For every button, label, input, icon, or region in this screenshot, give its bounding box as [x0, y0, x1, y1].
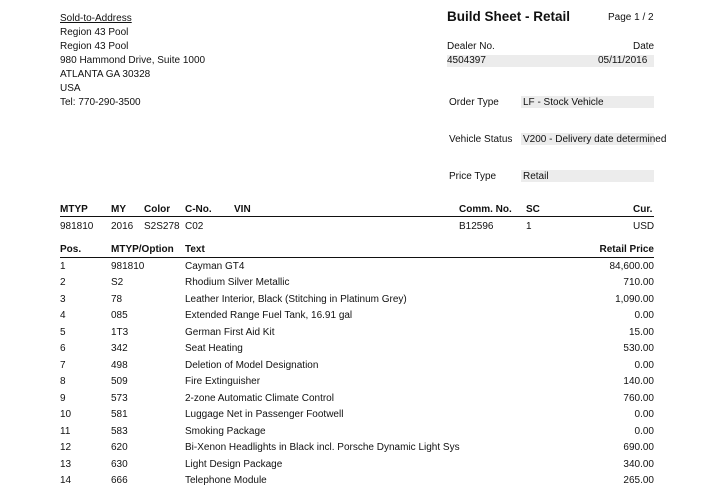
- table-row: [60, 407, 654, 424]
- option-cell: 583: [111, 423, 185, 440]
- vehicle-header-rule: [60, 216, 654, 217]
- text-cell: Cayman GT4: [185, 258, 545, 275]
- pos-cell: 11: [60, 423, 111, 440]
- sold-to-line: 980 Hammond Drive, Suite 1000: [60, 54, 205, 68]
- text-cell: 2-zone Automatic Climate Control: [185, 390, 545, 407]
- table-row: [60, 473, 654, 489]
- document-title: Build Sheet - Retail: [447, 9, 570, 24]
- table-row: [60, 423, 654, 440]
- option-cell: 573: [111, 390, 185, 407]
- text-cell: Telephone Module: [185, 473, 545, 489]
- price-cell: 0.00: [545, 357, 654, 374]
- c-no-header: C-No.: [185, 204, 212, 215]
- table-row: [60, 258, 654, 275]
- pos-cell: 14: [60, 473, 111, 489]
- c-no-value: C02: [185, 221, 203, 232]
- text-cell: Seat Heating: [185, 341, 545, 358]
- price-cell: 530.00: [545, 341, 654, 358]
- text-cell: German First Aid Kit: [185, 324, 545, 341]
- option-cell: 498: [111, 357, 185, 374]
- text-cell: Smoking Package: [185, 423, 545, 440]
- pos-cell: 1: [60, 258, 111, 275]
- sold-to-phone: Tel: 770-290-3500: [60, 96, 141, 110]
- currency-value: USD: [633, 221, 654, 232]
- vehicle-status-value: V200 - Delivery date determined: [523, 134, 666, 145]
- text-cell: Deletion of Model Designation: [185, 357, 545, 374]
- price-cell: 140.00: [545, 374, 654, 391]
- price-cell: 15.00: [545, 324, 654, 341]
- option-cell: 1T3: [111, 324, 185, 341]
- comm-no-header: Comm. No.: [459, 204, 512, 215]
- table-row: [60, 341, 654, 358]
- text-cell: Extended Range Fuel Tank, 16.91 gal: [185, 308, 545, 325]
- table-row: [60, 357, 654, 374]
- text-cell: Light Design Package: [185, 456, 545, 473]
- table-row: [60, 291, 654, 308]
- comm-no-value: B12596: [459, 221, 493, 232]
- order-type-value: LF - Stock Vehicle: [523, 97, 604, 108]
- options-table: [60, 241, 654, 489]
- table-row: [60, 456, 654, 473]
- date-label: Date: [633, 41, 654, 52]
- price-cell: 340.00: [545, 456, 654, 473]
- page-number: Page 1 / 2: [608, 12, 654, 23]
- table-row: [60, 275, 654, 292]
- sc-value: 1: [526, 221, 532, 232]
- text-cell: Fire Extinguisher: [185, 374, 545, 391]
- pos-cell: 10: [60, 407, 111, 424]
- pos-cell: 8: [60, 374, 111, 391]
- vehicle-status-label: Vehicle Status: [449, 134, 512, 145]
- option-cell: 581: [111, 407, 185, 424]
- dealer-number-label: Dealer No.: [447, 41, 495, 52]
- option-cell: S2: [111, 275, 185, 292]
- text-cell: Bi-Xenon Headlights in Black incl. Porsche Dynamic Light Sys: [185, 440, 545, 457]
- sold-to-title: Sold-to-Address: [60, 12, 132, 26]
- option-cell: 78: [111, 291, 185, 308]
- table-row: [60, 390, 654, 407]
- price-cell: 84,600.00: [545, 258, 654, 275]
- order-type-label: Order Type: [449, 97, 499, 108]
- price-cell: 0.00: [545, 423, 654, 440]
- option-cell: 630: [111, 456, 185, 473]
- pos-cell: 13: [60, 456, 111, 473]
- option-cell: 981810: [111, 258, 185, 275]
- price-cell: 710.00: [545, 275, 654, 292]
- color-value: S2S278: [144, 221, 180, 232]
- text-cell: Leather Interior, Black (Stitching in Platinum Grey): [185, 291, 545, 308]
- option-cell: 620: [111, 440, 185, 457]
- pos-cell: 9: [60, 390, 111, 407]
- price-type-label: Price Type: [449, 171, 496, 182]
- pos-cell: 5: [60, 324, 111, 341]
- sold-to-line: USA: [60, 82, 81, 96]
- table-row: [60, 308, 654, 325]
- options-table-header: [60, 241, 654, 258]
- price-type-value: Retail: [523, 171, 549, 182]
- price-cell: 1,090.00: [545, 291, 654, 308]
- option-cell: 666: [111, 473, 185, 489]
- price-cell: 690.00: [545, 440, 654, 457]
- my-value: 2016: [111, 221, 133, 232]
- pos-cell: 12: [60, 440, 111, 457]
- option-cell: 509: [111, 374, 185, 391]
- text-cell: Rhodium Silver Metallic: [185, 275, 545, 292]
- option-cell: 342: [111, 341, 185, 358]
- option-cell: 085: [111, 308, 185, 325]
- mtyp-value: 981810: [60, 221, 93, 232]
- pos-cell: 7: [60, 357, 111, 374]
- sold-to-line: ATLANTA GA 30328: [60, 68, 150, 82]
- sc-header: SC: [526, 204, 540, 215]
- date-value: 05/11/2016: [598, 55, 647, 66]
- dealer-number-value: 4504397: [447, 55, 486, 66]
- price-cell: 0.00: [545, 308, 654, 325]
- pos-cell: 6: [60, 341, 111, 358]
- my-header: MY: [111, 204, 126, 215]
- retail-price-header: Retail Price: [545, 241, 654, 258]
- price-cell: 760.00: [545, 390, 654, 407]
- vin-header: VIN: [234, 204, 251, 215]
- option-header: MTYP/Option: [111, 241, 185, 258]
- text-cell: Luggage Net in Passenger Footwell: [185, 407, 545, 424]
- pos-cell: 4: [60, 308, 111, 325]
- mtyp-header: MTYP: [60, 204, 88, 215]
- pos-cell: 2: [60, 275, 111, 292]
- sold-to-line: Region 43 Pool: [60, 26, 128, 40]
- price-cell: 265.00: [545, 473, 654, 489]
- table-row: [60, 324, 654, 341]
- pos-header: Pos.: [60, 241, 111, 258]
- text-header: Text: [185, 241, 545, 258]
- price-cell: 0.00: [545, 407, 654, 424]
- pos-cell: 3: [60, 291, 111, 308]
- color-header: Color: [144, 204, 170, 215]
- sold-to-line: Region 43 Pool: [60, 40, 128, 54]
- table-row: [60, 374, 654, 391]
- table-row: [60, 440, 654, 457]
- currency-header: Cur.: [633, 204, 652, 215]
